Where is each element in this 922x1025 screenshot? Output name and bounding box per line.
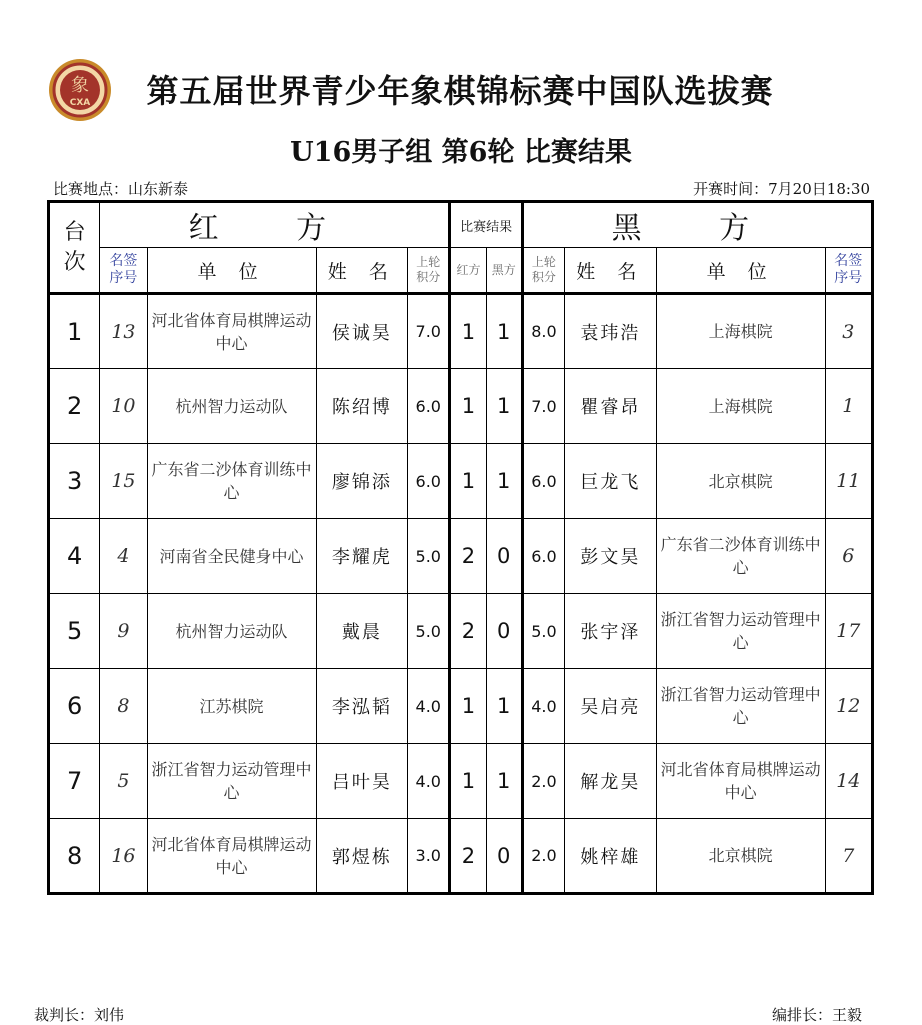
black-unit: 广东省二沙体育训练中心	[656, 519, 825, 594]
red-seq: 10	[100, 369, 147, 444]
header-black-seq: 名签序号	[825, 248, 872, 294]
black-prev-points: 8.0	[522, 294, 564, 369]
table-row	[49, 519, 873, 594]
black-unit: 浙江省智力运动管理中心	[656, 594, 825, 669]
header-table-no: 台次	[49, 202, 100, 294]
chief-referee: 裁判长：刘伟	[34, 1006, 125, 1024]
table-number: 1	[49, 294, 100, 369]
red-score: 1	[450, 669, 486, 744]
table-row	[49, 444, 873, 519]
black-name: 张宇泽	[565, 594, 657, 669]
red-name: 侯诚昊	[316, 294, 408, 369]
black-name: 姚梓雄	[565, 819, 657, 894]
header-result: 比赛结果	[450, 202, 522, 248]
black-seq: 12	[825, 669, 872, 744]
black-seq: 3	[825, 294, 872, 369]
red-name: 廖锦添	[316, 444, 408, 519]
black-prev-points: 6.0	[522, 444, 564, 519]
black-score: 0	[486, 819, 522, 894]
red-prev-points: 6.0	[408, 369, 450, 444]
red-unit: 杭州智力运动队	[147, 369, 316, 444]
red-score: 2	[450, 519, 486, 594]
red-name: 李泓韬	[316, 669, 408, 744]
black-unit: 上海棋院	[656, 294, 825, 369]
red-prev-points: 4.0	[408, 744, 450, 819]
header-black-side: 黑 方	[522, 202, 872, 248]
red-name: 李耀虎	[316, 519, 408, 594]
results-table	[47, 200, 874, 895]
black-score: 1	[486, 669, 522, 744]
page-subtitle: U16男子组 第6轮 比赛结果	[290, 137, 632, 168]
red-score: 2	[450, 594, 486, 669]
red-prev-points: 6.0	[408, 444, 450, 519]
black-name: 解龙昊	[565, 744, 657, 819]
table-row	[49, 669, 873, 744]
header-black-score: 黑方	[486, 248, 522, 294]
table-number: 7	[49, 744, 100, 819]
black-seq: 17	[825, 594, 872, 669]
header-red-side: 红 方	[100, 202, 450, 248]
header-black-unit: 单 位	[656, 248, 825, 294]
logo-glyph: 象	[71, 75, 89, 96]
red-score: 2	[450, 819, 486, 894]
black-score: 1	[486, 294, 522, 369]
table-row	[49, 294, 873, 369]
black-prev-points: 6.0	[522, 519, 564, 594]
red-unit: 广东省二沙体育训练中心	[147, 444, 316, 519]
red-score: 1	[450, 369, 486, 444]
header-red-prev-points: 上轮积分	[408, 248, 450, 294]
black-score: 1	[486, 744, 522, 819]
table-row	[49, 744, 873, 819]
table-row	[49, 594, 873, 669]
page-title: 第五届世界青少年象棋锦标赛中国队选拔赛	[146, 72, 774, 110]
red-seq: 13	[100, 294, 147, 369]
red-seq: 9	[100, 594, 147, 669]
black-name: 吴启亮	[565, 669, 657, 744]
red-name: 戴晨	[316, 594, 408, 669]
red-prev-points: 5.0	[408, 594, 450, 669]
black-name: 瞿睿昂	[565, 369, 657, 444]
black-seq: 11	[825, 444, 872, 519]
table-number: 5	[49, 594, 100, 669]
header-red-score: 红方	[450, 248, 486, 294]
red-unit: 河北省体育局棋牌运动中心	[147, 819, 316, 894]
header-red-name: 姓 名	[316, 248, 408, 294]
black-seq: 14	[825, 744, 872, 819]
red-seq: 15	[100, 444, 147, 519]
black-prev-points: 2.0	[522, 819, 564, 894]
logo-text: CXA	[69, 98, 91, 108]
red-unit: 河北省体育局棋牌运动中心	[147, 294, 316, 369]
red-prev-points: 4.0	[408, 669, 450, 744]
black-unit: 河北省体育局棋牌运动中心	[656, 744, 825, 819]
black-seq: 7	[825, 819, 872, 894]
header-black-prev-points: 上轮积分	[522, 248, 564, 294]
start-time-label: 开赛时间：7月20日18:30	[693, 180, 870, 198]
black-prev-points: 4.0	[522, 669, 564, 744]
black-score: 1	[486, 444, 522, 519]
red-score: 1	[450, 294, 486, 369]
red-seq: 8	[100, 669, 147, 744]
venue-label: 比赛地点：山东新泰	[53, 180, 189, 198]
red-name: 陈绍博	[316, 369, 408, 444]
red-score: 1	[450, 744, 486, 819]
table-number: 3	[49, 444, 100, 519]
black-name: 彭文昊	[565, 519, 657, 594]
black-prev-points: 2.0	[522, 744, 564, 819]
black-score: 0	[486, 519, 522, 594]
red-seq: 16	[100, 819, 147, 894]
red-unit: 河南省全民健身中心	[147, 519, 316, 594]
red-prev-points: 5.0	[408, 519, 450, 594]
cxa-logo	[48, 58, 112, 122]
red-prev-points: 7.0	[408, 294, 450, 369]
red-unit: 杭州智力运动队	[147, 594, 316, 669]
header-red-seq: 名签序号	[100, 248, 147, 294]
red-score: 1	[450, 444, 486, 519]
table-number: 4	[49, 519, 100, 594]
red-seq: 4	[100, 519, 147, 594]
black-unit: 上海棋院	[656, 369, 825, 444]
black-seq: 1	[825, 369, 872, 444]
black-score: 0	[486, 594, 522, 669]
table-row	[49, 819, 873, 894]
header-red-unit: 单 位	[147, 248, 316, 294]
black-seq: 6	[825, 519, 872, 594]
red-unit: 浙江省智力运动管理中心	[147, 744, 316, 819]
black-name: 袁玮浩	[565, 294, 657, 369]
header-black-name: 姓 名	[565, 248, 657, 294]
black-prev-points: 5.0	[522, 594, 564, 669]
chief-arranger: 编排长：王毅	[771, 1006, 862, 1024]
black-score: 1	[486, 369, 522, 444]
red-unit: 江苏棋院	[147, 669, 316, 744]
table-number: 2	[49, 369, 100, 444]
table-number: 6	[49, 669, 100, 744]
table-row	[49, 369, 873, 444]
black-name: 巨龙飞	[565, 444, 657, 519]
red-seq: 5	[100, 744, 147, 819]
black-prev-points: 7.0	[522, 369, 564, 444]
red-prev-points: 3.0	[408, 819, 450, 894]
black-unit: 北京棋院	[656, 819, 825, 894]
red-name: 吕叶昊	[316, 744, 408, 819]
table-number: 8	[49, 819, 100, 894]
black-unit: 北京棋院	[656, 444, 825, 519]
red-name: 郭煜栋	[316, 819, 408, 894]
black-unit: 浙江省智力运动管理中心	[656, 669, 825, 744]
